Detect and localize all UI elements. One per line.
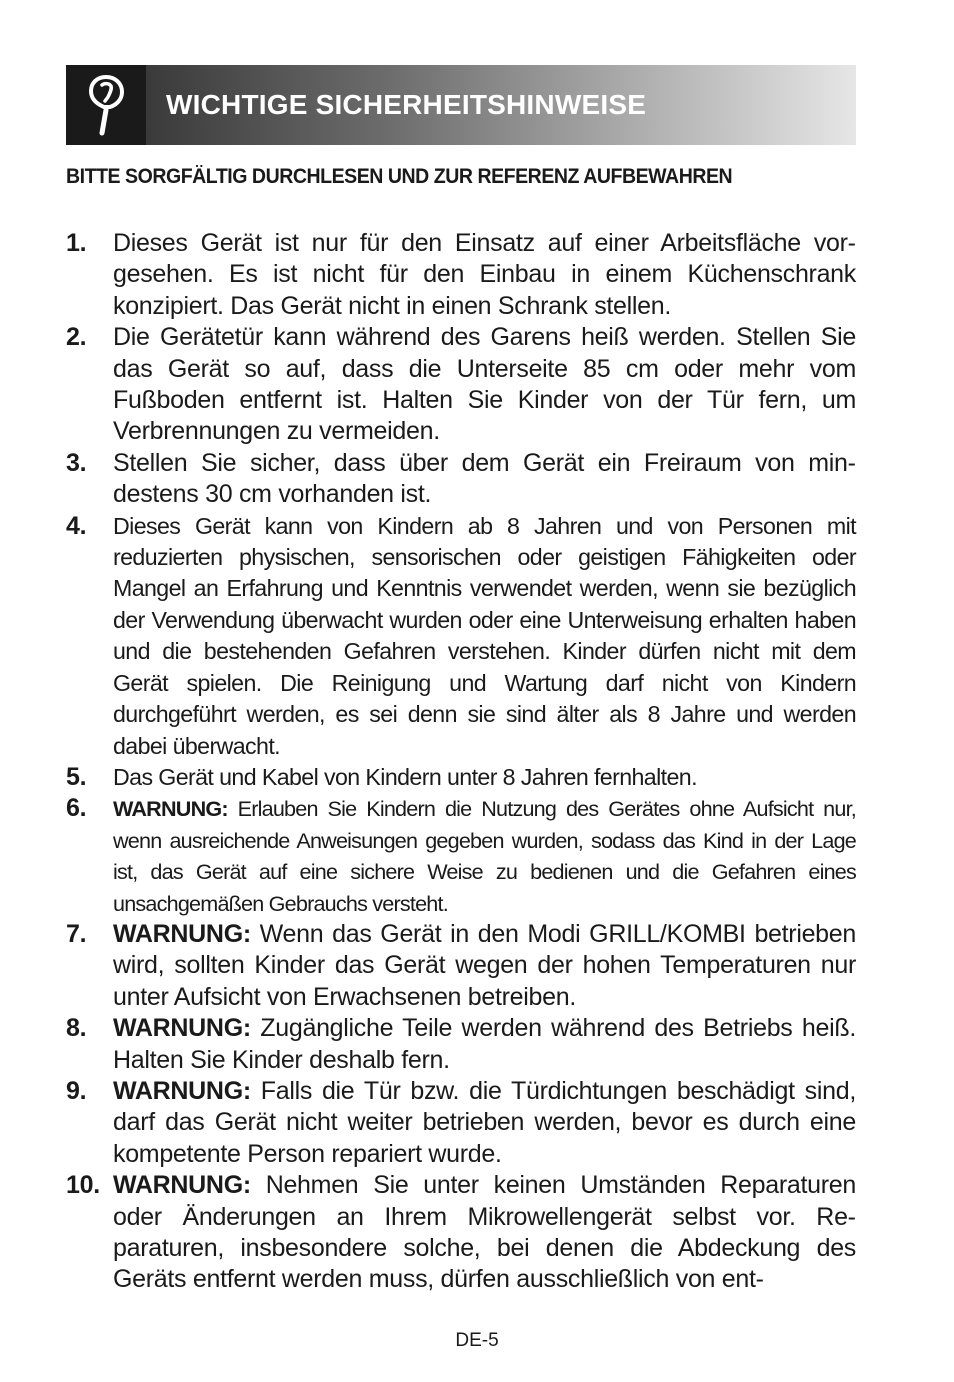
item-text: Dieses Gerät kann von Kindern ab 8 Jahren und von Personen mit reduzierten physischen, sensorischen oder geistigen Fähigkeiten oder Mangel an Erfahrung und Kenntnis verwendet werden, wenn sie bezüglich der Verwendung überwacht wurden oder eine Unterweisung erhalten haben und die bestehenden Gefahren verstehen. Kinder dürfen nicht mit dem Gerät spielen. Die Reinigung und Wartung darf nicht von Kindern durchgeführt werden, es sei denn sie sind älter als 8 Jahre und werden dabei überwacht.	[113, 512, 856, 759]
item-number: 5.	[66, 762, 87, 791]
warning-label: WARNUNG:	[113, 1014, 261, 1043]
page-title: WICHTIGE SICHERHEITSHINWEISE	[166, 89, 647, 120]
item-text: Dieses Gerät ist nur für den Einsatz auf einer Arbeitsfläche vorgesehen. Es ist nicht für den Einbau in einem Küchenschrank konzipiert. Das Gerät nicht in einen Schrank stellen.	[113, 229, 856, 320]
item-text: Nehmen Sie unter keinen Umständen Reparaturen oder Änderungen an Ihrem Mikrowellengerät selbst vor. Reparaturen, insbesondere solche, bei denen die Abdeckung des Geräts entfernt werden muss, dürfen ausschließlich von ent-	[113, 1171, 856, 1294]
header-band	[146, 65, 856, 145]
list-item	[66, 322, 856, 448]
item-number: 6.	[66, 794, 87, 823]
item-text: Wenn das Gerät in den Modi GRILL/KOMBI betrieben wird, sollten Kinder das Gerät wegen der hohen Temperaturen nur unter Aufsicht von Erwachsenen betreiben.	[113, 919, 856, 1011]
section-header	[66, 65, 856, 145]
warning-label: WARNUNG:	[113, 919, 260, 948]
item-number: 10.	[66, 1171, 100, 1200]
list-item	[66, 228, 856, 322]
list-item	[66, 793, 856, 919]
item-text: Zugängliche Teile werden während des Betriebs heiß. Halten Sie Kinder deshalb fern.	[113, 1014, 856, 1074]
info-exclamation-icon	[82, 73, 130, 137]
list-item	[66, 1170, 856, 1296]
page-number: DE-5	[455, 1330, 499, 1351]
list-item	[66, 1013, 856, 1076]
subheading: BITTE SORGFÄLTIG DURCHLESEN UND ZUR REFERENZ AUFBEWAHREN	[66, 165, 733, 188]
item-number: 8.	[66, 1014, 87, 1043]
item-text: Die Gerätetür kann während des Garens heiß werden. Stellen Sie das Gerät so auf, dass die Unterseite 85 cm oder mehr vom Fußboden entfernt ist. Halten Sie Kinder von der Tür fern, um Verbrennungen zu vermeiden.	[113, 323, 856, 446]
item-number: 9.	[66, 1076, 87, 1105]
list-item	[66, 762, 856, 793]
item-number: 2.	[66, 323, 87, 352]
list-item	[66, 919, 856, 1013]
list-item	[66, 511, 856, 762]
list-item	[66, 1076, 856, 1170]
item-number: 1.	[66, 229, 87, 257]
item-number: 4.	[66, 511, 87, 540]
warning-label: WARNUNG:	[113, 1076, 261, 1105]
item-text: Erlauben Sie Kindern die Nutzung des Gerätes ohne Aufsicht nur, wenn ausreichende Anweisungen gegeben wurden, sodass das Kind in der Lage ist, das Gerät auf eine sichere Weise zu bedienen und die Gefahren eines unsachgemäßen Gebrauchs versteht.	[113, 796, 856, 916]
item-number: 3.	[66, 448, 87, 477]
item-number: 7.	[66, 919, 87, 948]
list-item	[66, 448, 856, 511]
header-icon-box	[66, 65, 146, 145]
safety-instructions-list	[66, 228, 856, 1296]
item-text: Das Gerät und Kabel von Kindern unter 8 Jahren fernhalten.	[113, 763, 697, 790]
item-text: Falls die Tür bzw. die Türdichtungen beschädigt sind, darf das Gerät nicht weiter betrieben werden, bevor es durch eine kompetente Person repariert wurde.	[113, 1076, 856, 1168]
item-text: Stellen Sie sicher, dass über dem Gerät ein Freiraum von mindestens 30 cm vorhanden ist.	[113, 448, 856, 509]
warning-label: WARNUNG:	[113, 796, 238, 822]
warning-label: WARNUNG:	[113, 1171, 266, 1200]
